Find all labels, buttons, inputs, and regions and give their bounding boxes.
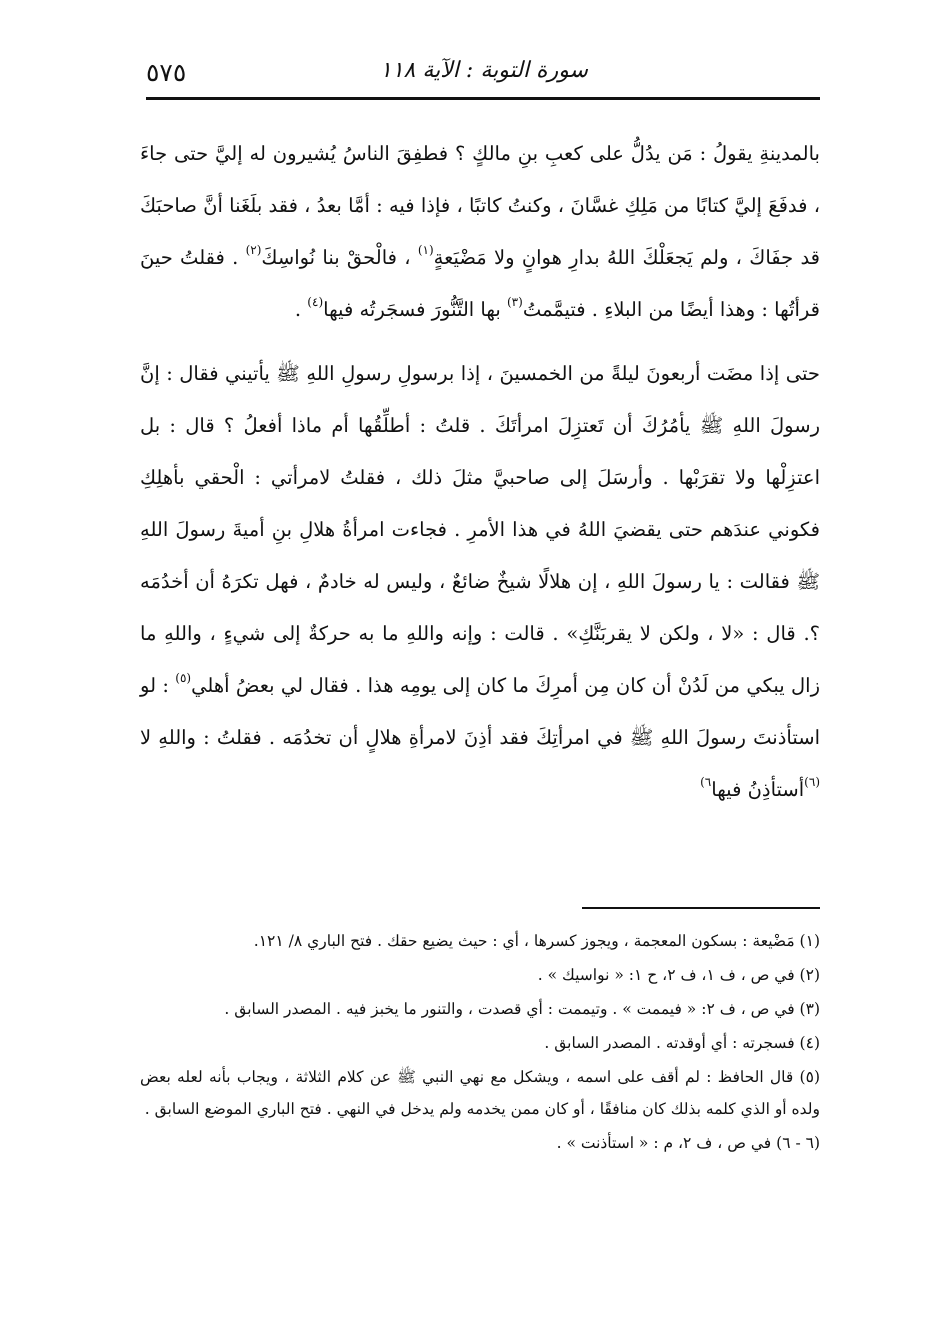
header-divider [146,97,820,100]
page-number: ٥٧٥ [146,58,187,87]
page-header [140,52,820,96]
footnote-marker: (١) [417,243,434,257]
footnotes [140,925,820,1159]
footnote: (٤) فسجرته : أي أوقدته . المصدر السابق . [544,1034,820,1052]
footnote: (٦ - ٦) في ص ، ف ٢، م : « استأذنت » . [556,1134,820,1152]
footnote-marker: (٥) [175,671,192,685]
text-run: . فقلتُ حينَ قرأتُها : وهذا أيضًا من البلاءِ . فتيمَّمتُ [140,246,820,321]
text-run: أستأذِنُ فيها [711,778,805,801]
paragraph [140,128,820,336]
footnote-marker: (٢) [245,243,262,257]
footnote: (١) مَضْيعة : بسكون المعجمة ، ويجوز كسرها ، أي : حيث يضيع حقك . فتح الباري ٨/ ١٢١. [253,932,820,950]
running-title: سورة التوبة : الآية ١١٨ [379,58,588,83]
paragraph [140,348,820,816]
text-run: : لو استأذنتَ رسولَ اللهِ ﷺ في امرأتِكَ فقد أذِنَ لامرأةِ هلالٍ أن تخدُمَه . فقلتُ : واللهِ لا [140,674,820,749]
text-run: . [294,298,308,321]
main-text [140,128,820,816]
footnote-marker: (٦) [804,775,820,789]
footnote-divider [582,907,820,909]
footnote: (٣) في ص ، ف ٢: « فيممت » . وتيممت : أي قصدت ، والتنور ما يخبز فيه . المصدر السابق . [224,1000,820,1018]
text-run: بها التَّنُّورَ فسجَرتُه فيها [323,298,507,321]
text-run: بالمدينةِ يقولُ : مَن يدُلُّ على كعبِ بنِ مالكٍ ؟ فطفِقَ الناسُ يُشيرون له إليَّ حتى جاءَ ، فدفَعَ إليَّ كتابًا من مَلِكِ غسَّانَ ، وكنتُ كاتبًا ، فإذا فيه : أمَّا بعدُ ، فقد بلَغَنا أنَّ صاحبَكَ قد جفَاكَ ، ولم يَجعَلْكَ اللهُ بدارِ هوانٍ ولا مَضْيَعةٍ [140,142,821,269]
footnote-marker: (٣) [506,295,523,309]
footnote: (٥) قال الحافظ : لم أقف على اسمه ، ويشكل مع نهي النبي ﷺ عن كلام الثلاثة ، ويجاب بأنه لعله بعض ولده أو الذي كلمه بذلك كان منافقًا ، أو كان ممن يخدمه ولم يدخل في النهي . فتح الباري الموضع السابق . [140,1068,820,1118]
footnote-marker: (٤) [307,295,324,309]
footnote-marker: ٦) [700,775,712,789]
text-run: حتى إذا مضَت أربعونَ ليلةً من الخمسينَ ، إذا برسولِ رسولِ اللهِ ﷺ يأتيني فقال : إنَّ رسولَ اللهِ ﷺ يأمُرُكَ أن تَعتزِلَ امرأتَكَ . قلتُ : أطلِّقُها أم ماذا أفعلُ ؟ قال : بل اعتزِلْها ولا تقرَبْها . وأرسَلَ إلى صاحبيَّ مثلَ ذلك ، فقلتُ لامرأتي : الْحقي بأهلِكِ فكوني عندَهم حتى يقضيَ اللهُ في هذا الأمرِ . فجاءت امرأةُ هلالِ بنِ أميةَ رسولَ اللهِ ﷺ فقالت : يا رسولَ اللهِ ، إن هلالًا شيخٌ ضائعٌ ، وليس له خادمٌ ، فهل تكرَهُ أن أخدُمَه ؟. قال : «لا ، ولكن لا يقربَنَّكِ» . قالت : وإنه واللهِ ما به حركةٌ إلى شيءٍ ، واللهِ ما زال يبكي من لَدُنْ أن كان مِن أمرِكَ ما كان إلى يومِه هذا . فقال لي بعضُ أهلي [140,362,821,697]
text-run: ، فالْحقْ بنا نُواسِكَ [261,246,418,269]
footnote: (٢) في ص ، ف ١، ف ٢، ح ١: « نواسيك » . [537,966,820,984]
